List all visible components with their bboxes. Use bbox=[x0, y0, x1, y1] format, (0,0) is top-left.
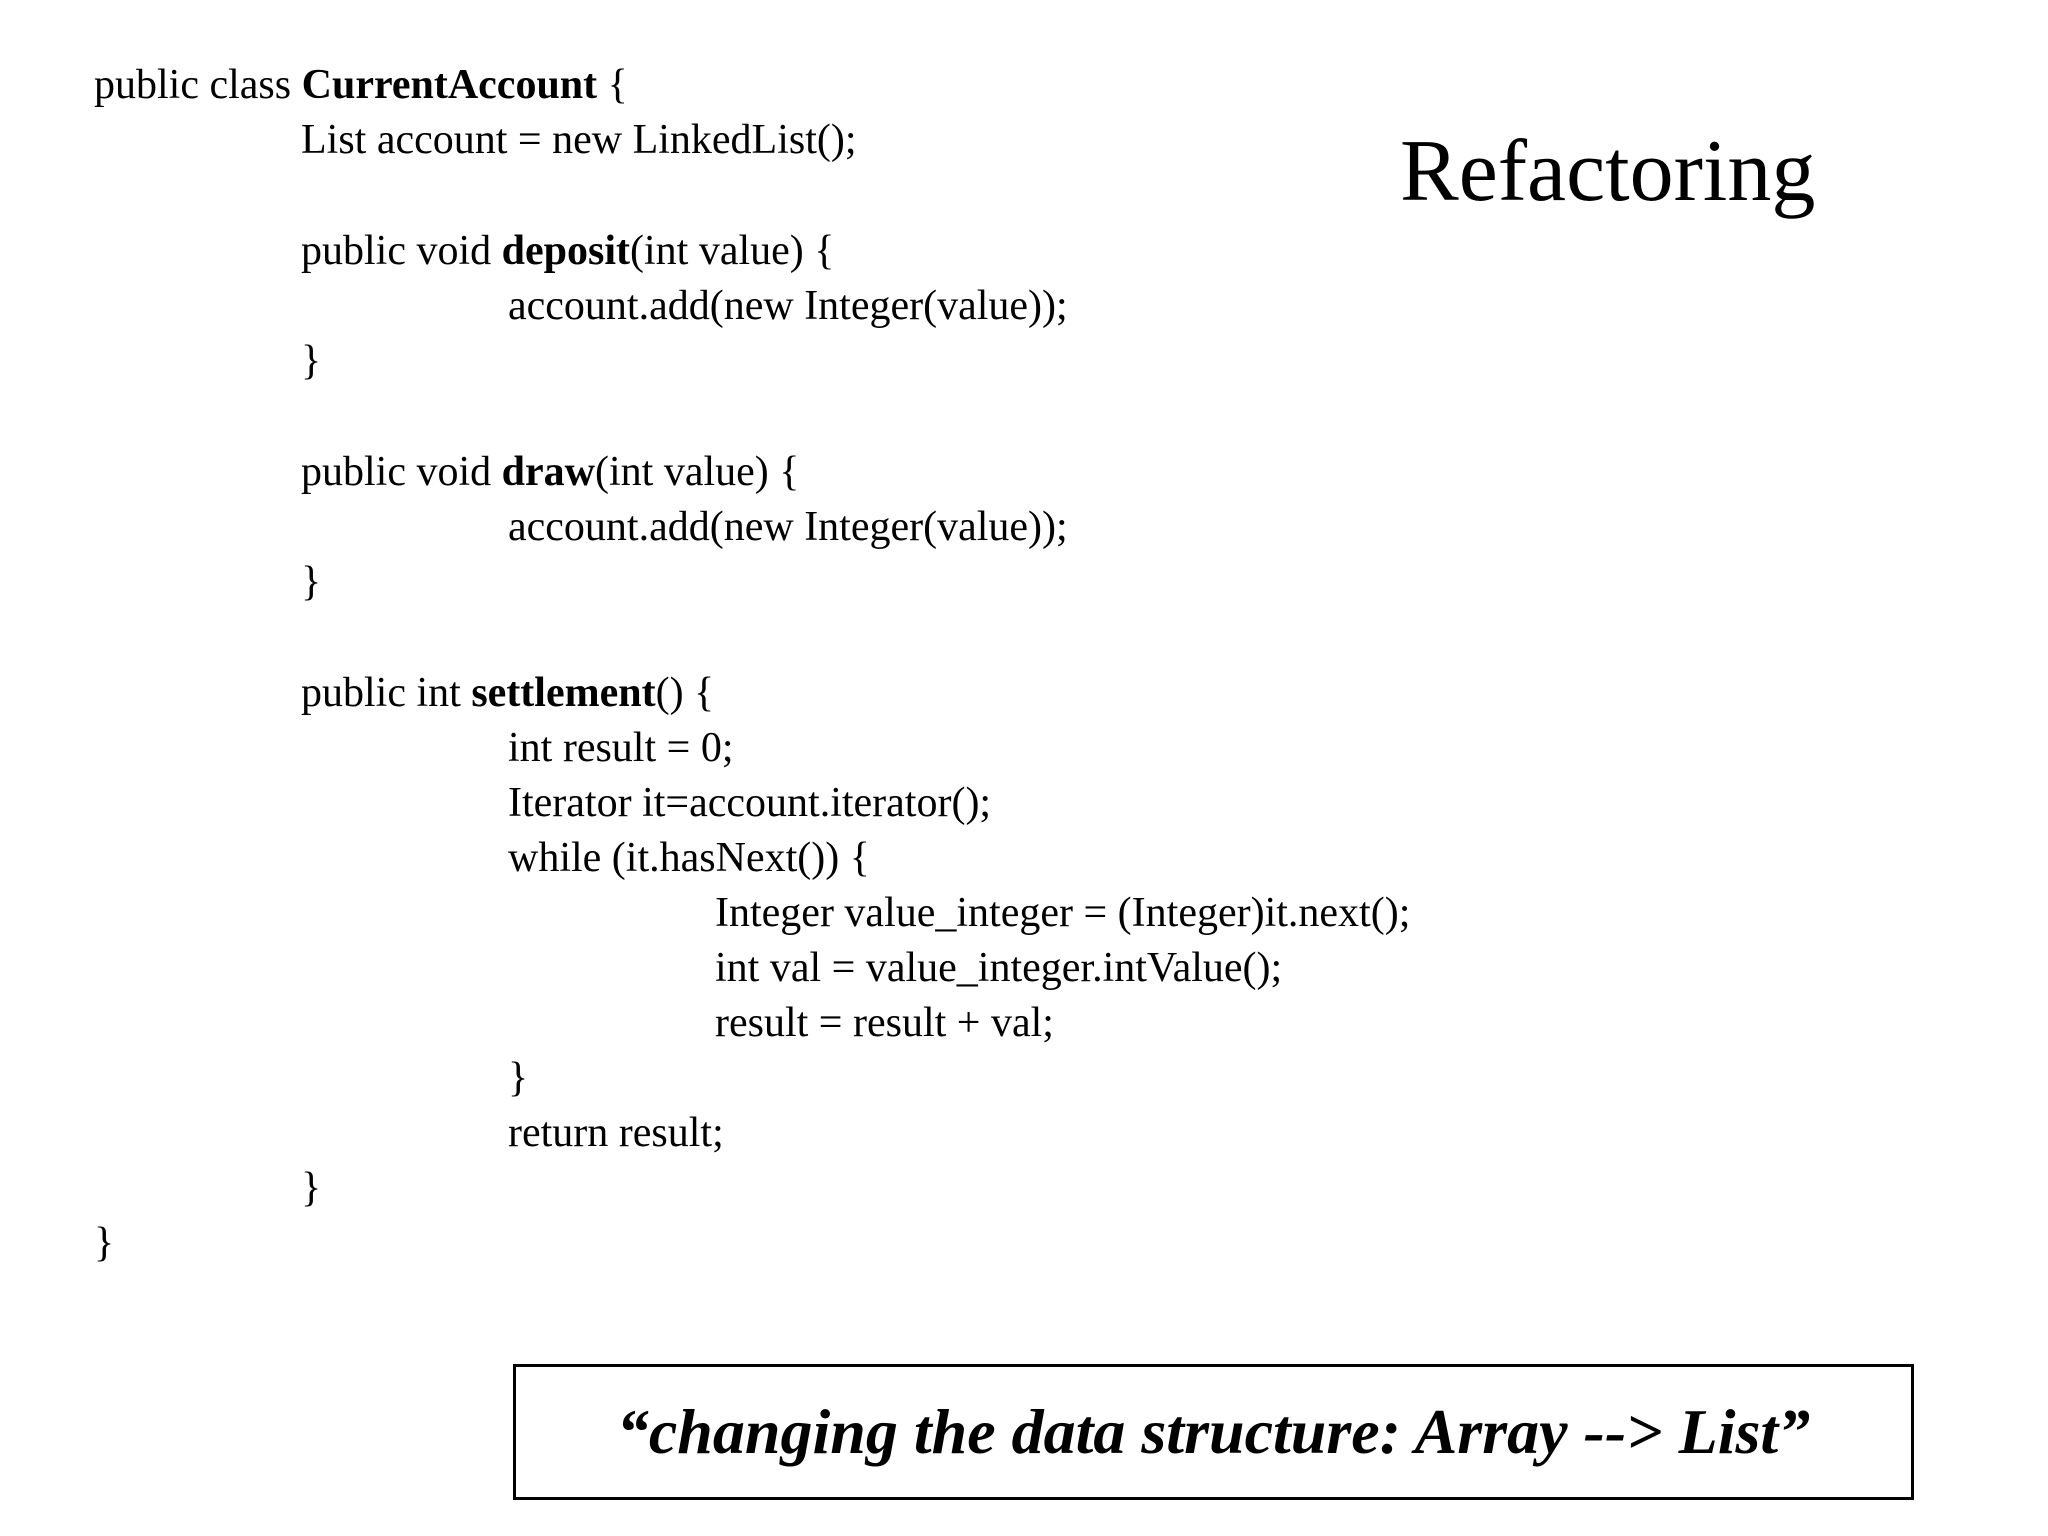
code-line-deposit-close: } bbox=[301, 338, 322, 384]
code-line-settlement-close: } bbox=[301, 1165, 322, 1211]
deposit-params: (int value) { bbox=[630, 228, 835, 274]
code-line-loop-3: result = result + val; bbox=[715, 1000, 1054, 1046]
code-line-settlement-signature bbox=[301, 672, 714, 714]
caption-box bbox=[513, 1364, 1914, 1500]
code-line-result-init: int result = 0; bbox=[508, 725, 734, 771]
class-name: CurrentAccount bbox=[301, 62, 598, 108]
code-line-loop-2: int val = value_integer.intValue(); bbox=[715, 945, 1283, 991]
code-line-class-close: } bbox=[94, 1220, 115, 1266]
code-line-while: while (it.hasNext()) { bbox=[508, 835, 870, 881]
code-line-class-declaration bbox=[94, 64, 628, 106]
code-line-deposit-signature bbox=[301, 230, 834, 272]
code-line-while-close: } bbox=[508, 1055, 529, 1101]
deposit-modifiers: public void bbox=[301, 228, 502, 274]
code-line-loop-1: Integer value_integer = (Integer)it.next(); bbox=[715, 890, 1411, 936]
code-line-field: List account = new LinkedList(); bbox=[301, 117, 857, 163]
slide-title: Refactoring bbox=[1400, 123, 1816, 220]
class-keyword-text: public class bbox=[94, 62, 302, 108]
code-line-return: return result; bbox=[508, 1110, 724, 1156]
draw-params: (int value) { bbox=[595, 449, 800, 495]
class-open-brace: { bbox=[597, 62, 628, 108]
code-line-draw-body: account.add(new Integer(value)); bbox=[508, 504, 1068, 550]
draw-modifiers: public void bbox=[301, 449, 502, 495]
code-line-draw-signature bbox=[301, 451, 799, 493]
draw-method-name: draw bbox=[501, 449, 595, 495]
code-line-draw-close: } bbox=[301, 559, 322, 605]
settlement-params: () { bbox=[655, 670, 715, 716]
code-line-iterator: Iterator it=account.iterator(); bbox=[508, 780, 992, 826]
caption-text: “changing the data structure: Array --> List” bbox=[616, 1396, 1811, 1467]
settlement-modifiers: public int bbox=[301, 670, 472, 716]
code-line-deposit-body: account.add(new Integer(value)); bbox=[508, 283, 1068, 329]
settlement-method-name: settlement bbox=[471, 670, 656, 716]
deposit-method-name: deposit bbox=[501, 228, 631, 274]
